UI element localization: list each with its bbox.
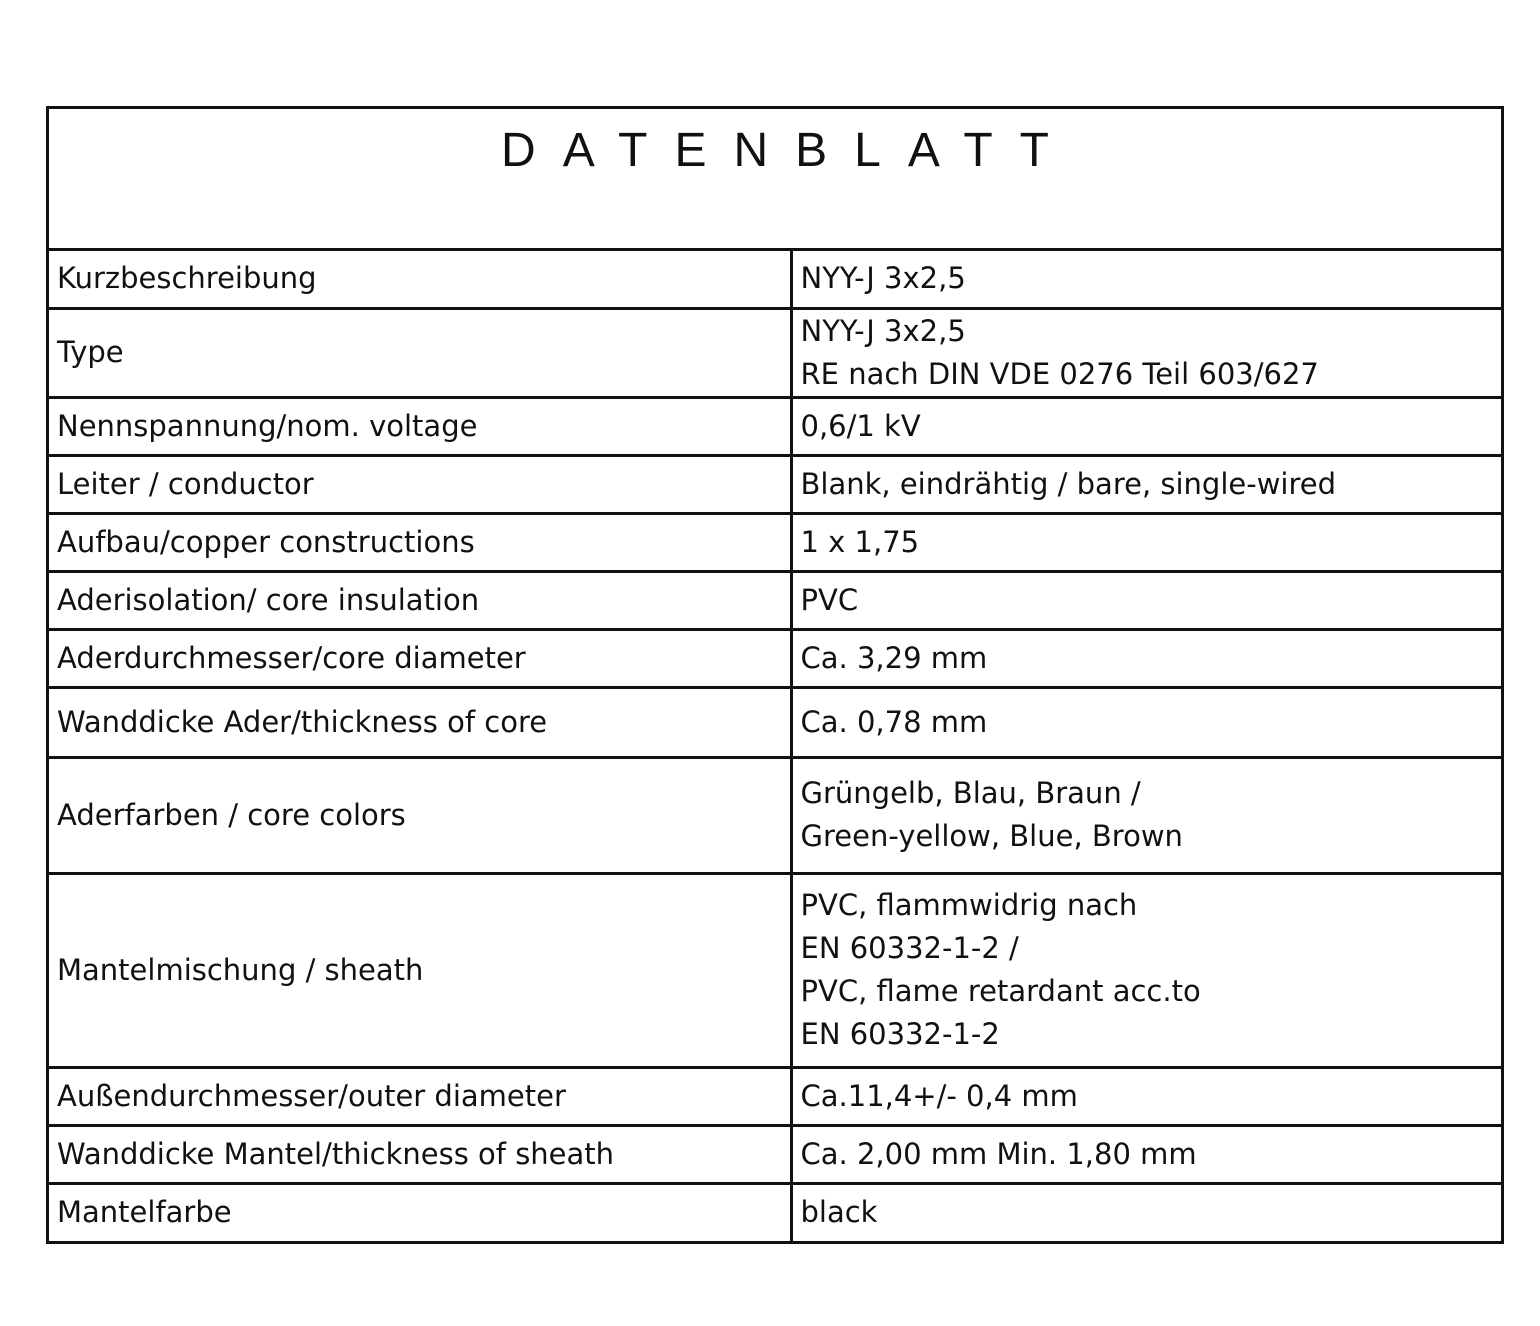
table-row	[49, 757, 1501, 873]
row-value	[791, 571, 1501, 629]
table-row	[49, 687, 1501, 757]
value-line: EN 60332-1-2 /	[800, 931, 1019, 965]
table-row	[49, 455, 1501, 513]
value-line: Ca.11,4+/- 0,4 mm	[800, 1078, 1078, 1113]
spec-table	[49, 251, 1501, 1241]
row-value	[791, 629, 1501, 687]
table-row	[49, 308, 1501, 397]
value-line: Blank, eindrähtig / bare, single-wired	[800, 466, 1337, 501]
table-row	[49, 1183, 1501, 1241]
row-value	[791, 1125, 1501, 1183]
value-line: 0,6/1 kV	[800, 408, 921, 443]
row-label: Kurzbeschreibung	[49, 251, 791, 308]
row-label: Mantelfarbe	[49, 1183, 791, 1241]
value-line: PVC, flammwidrig nach	[800, 888, 1138, 922]
row-label: Aderdurchmesser/core diameter	[49, 629, 791, 687]
table-row	[49, 397, 1501, 455]
value-line: Grüngelb, Blau, Braun /	[800, 776, 1141, 810]
row-value	[791, 687, 1501, 757]
row-value	[791, 873, 1501, 1067]
datasheet-title: DATENBLATT	[501, 124, 1076, 177]
table-row	[49, 571, 1501, 629]
value-line: NYY-J 3x2,5	[800, 313, 966, 348]
value-line: Ca. 2,00 mm Min. 1,80 mm	[800, 1136, 1197, 1171]
table-row	[49, 251, 1501, 308]
table-row	[49, 513, 1501, 571]
value-line: black	[800, 1195, 878, 1230]
table-row	[49, 1067, 1501, 1125]
table-row	[49, 873, 1501, 1067]
value-line: RE nach DIN VDE 0276 Teil 603/627	[800, 356, 1319, 391]
row-value	[791, 251, 1501, 308]
row-label: Aderfarben / core colors	[49, 757, 791, 873]
value-line: NYY-J 3x2,5	[800, 261, 966, 296]
row-value	[791, 397, 1501, 455]
datasheet	[46, 106, 1504, 1244]
value-line: PVC, flame retardant acc.to	[800, 974, 1201, 1008]
row-value	[791, 757, 1501, 873]
value-line: EN 60332-1-2	[800, 1017, 1000, 1051]
row-label: Aderisolation/ core insulation	[49, 571, 791, 629]
row-label: Leiter / conductor	[49, 455, 791, 513]
row-label: Type	[49, 308, 791, 397]
row-value	[791, 308, 1501, 397]
table-row	[49, 629, 1501, 687]
table-row	[49, 1125, 1501, 1183]
value-line: Green-yellow, Blue, Brown	[800, 819, 1183, 853]
row-value	[791, 1067, 1501, 1125]
row-value	[791, 1183, 1501, 1241]
title-row	[49, 109, 1501, 251]
value-line: PVC	[800, 582, 859, 617]
row-label: Außendurchmesser/outer diameter	[49, 1067, 791, 1125]
value-line: Ca. 3,29 mm	[800, 640, 988, 675]
row-label: Mantelmischung / sheath	[49, 873, 791, 1067]
row-label: Aufbau/copper constructions	[49, 513, 791, 571]
value-line: 1 x 1,75	[800, 524, 920, 559]
row-label: Wanddicke Ader/thickness of core	[49, 687, 791, 757]
row-value	[791, 513, 1501, 571]
value-line: Ca. 0,78 mm	[800, 704, 988, 739]
row-value	[791, 455, 1501, 513]
row-label: Wanddicke Mantel/thickness of sheath	[49, 1125, 791, 1183]
row-label: Nennspannung/nom. voltage	[49, 397, 791, 455]
